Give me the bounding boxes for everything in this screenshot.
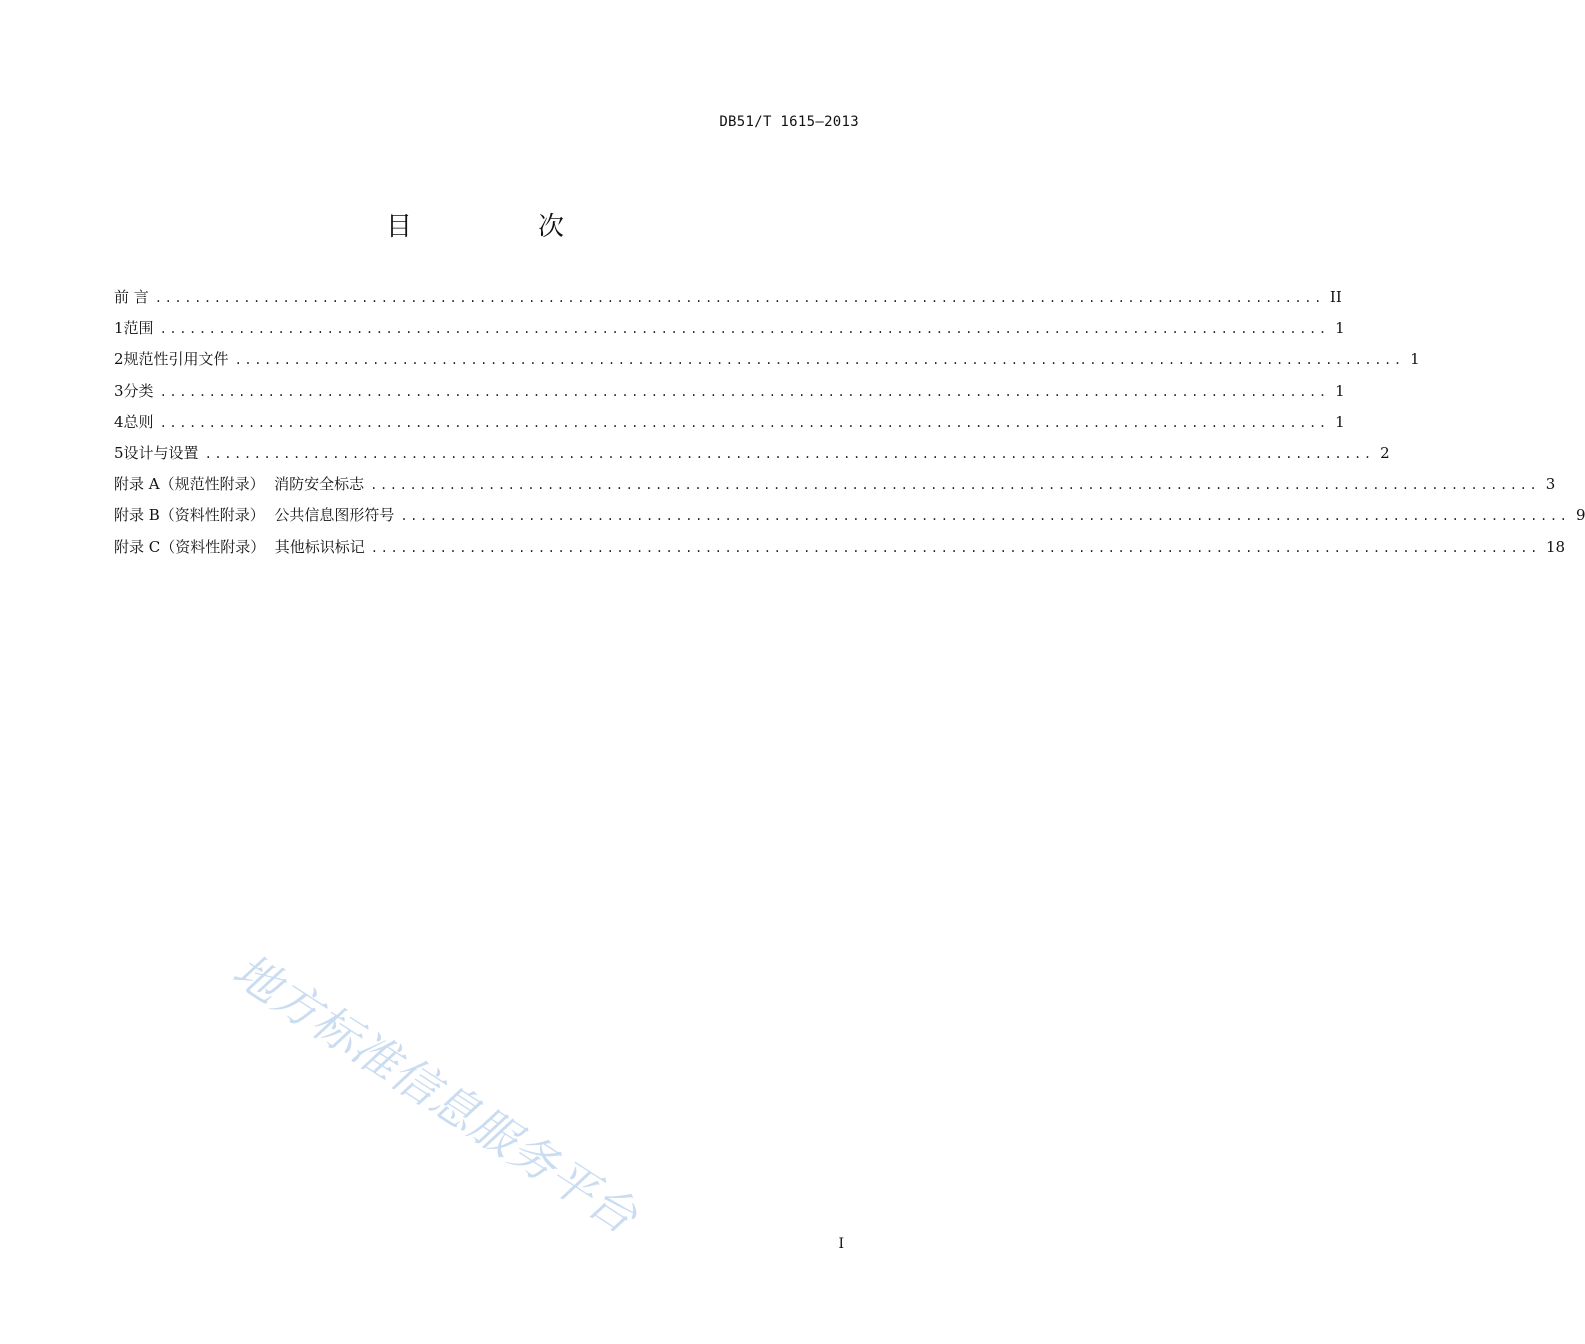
toc-page-number: 1 — [1335, 381, 1345, 400]
toc-page-number: 1 — [1335, 412, 1345, 431]
toc-page-number: II — [1329, 288, 1342, 306]
table-of-contents — [114, 285, 1585, 566]
toc-section-number: 3 — [114, 381, 124, 400]
toc-entry-title: 设计与设置 — [123, 443, 199, 462]
toc-entry-title: 前 言 — [114, 288, 149, 306]
toc-section-number: 1 — [114, 319, 124, 338]
toc-section-number: 5 — [114, 443, 124, 462]
toc-page-number: 1 — [1335, 319, 1345, 338]
dot-leader: ....................................................................................................................... — [400, 509, 1570, 524]
toc-page-number: 9 — [1575, 506, 1585, 525]
document-number: DB51/T 1615—2013 — [719, 114, 859, 130]
toc-entry-title: 附录 B（资料性附录） 公共信息图形符号 — [114, 506, 395, 525]
toc-entry-design-setting[interactable] — [114, 441, 1390, 472]
page-title: 目 次 — [385, 212, 614, 242]
toc-entry-appendix-c[interactable] — [114, 535, 1566, 566]
toc-section-number: 4 — [114, 412, 124, 431]
dot-leader: ....................................................................................................................... — [234, 353, 1404, 368]
toc-entry-scope[interactable] — [114, 316, 1345, 347]
dot-leader: ....................................................................................................................... — [159, 384, 1329, 399]
toc-entry-title: 范围 — [123, 319, 154, 338]
toc-entry-classification[interactable] — [114, 379, 1345, 410]
toc-page-number: 18 — [1545, 537, 1566, 556]
dot-leader: ....................................................................................................................... — [370, 540, 1540, 555]
dot-leader: ....................................................................................................................... — [159, 415, 1329, 430]
dot-leader: ....................................................................................................................... — [159, 322, 1329, 337]
toc-page-number: 3 — [1545, 475, 1556, 494]
toc-page-number: 2 — [1380, 443, 1390, 462]
toc-entry-title: 附录 A（规范性附录） 消防安全标志 — [114, 475, 365, 494]
toc-entry-title: 附录 C（资料性附录） 其他标识标记 — [114, 537, 365, 556]
toc-entry-appendix-b[interactable] — [114, 503, 1585, 534]
dot-leader: ....................................................................................................................... — [204, 446, 1374, 461]
footer-page-number: I — [838, 1236, 844, 1252]
toc-entry-title: 规范性引用文件 — [123, 350, 229, 369]
toc-entry-general[interactable] — [114, 410, 1345, 441]
toc-entry-normative-references[interactable] — [114, 347, 1420, 378]
toc-entry-foreword[interactable] — [114, 285, 1342, 316]
dot-leader: ....................................................................................................................... — [154, 291, 1324, 305]
watermark-text: 地方标准信息服务平台 — [223, 942, 648, 1245]
toc-entry-title: 分类 — [123, 381, 154, 400]
toc-section-number: 2 — [114, 350, 124, 369]
toc-entry-title: 总则 — [123, 412, 154, 431]
toc-entry-appendix-a[interactable] — [114, 472, 1556, 503]
toc-page-number: 1 — [1410, 350, 1420, 369]
dot-leader: ....................................................................................................................... — [370, 478, 1540, 493]
